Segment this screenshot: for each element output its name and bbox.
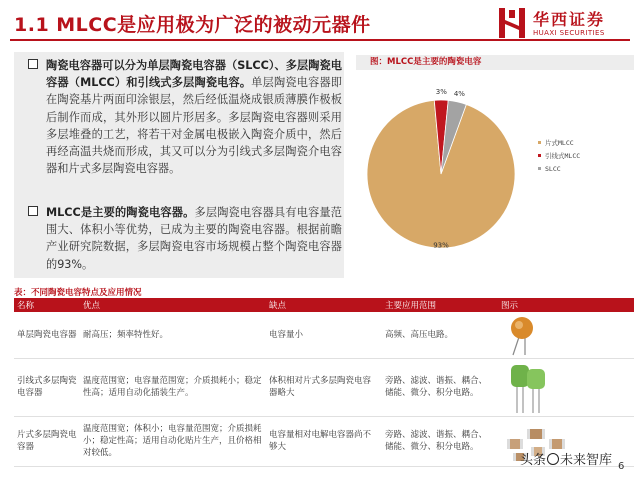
page-number: 6 xyxy=(618,461,625,472)
paragraph-mlcc-main xyxy=(28,204,342,273)
watermark-brand: 未来智库 xyxy=(560,453,613,468)
cell-illustration xyxy=(498,312,634,358)
huaxi-logo-mark-icon xyxy=(497,6,527,40)
paragraph-slcc-mlcc xyxy=(28,57,342,177)
square-bullet-icon xyxy=(28,206,38,216)
capacitor-comparison-table xyxy=(14,298,634,467)
table-row xyxy=(14,312,634,358)
legend-swatch xyxy=(538,141,541,144)
header-name: 名称 xyxy=(14,298,80,312)
table-header-row xyxy=(14,298,634,312)
pie-value-label: 3% xyxy=(435,88,447,97)
cell-pros: 温度范围宽；电容量范围宽；介质损耗小；稳定性高；适用自动化插装生产。 xyxy=(80,358,266,416)
watermark-logo-icon xyxy=(547,453,559,465)
table-row xyxy=(14,358,634,416)
legend-label: 引线式MLCC xyxy=(545,152,581,160)
figure-caption: 图：MLCC是主要的陶瓷电容 xyxy=(356,55,634,70)
summary-textbox xyxy=(14,52,344,278)
logo-chinese-name: 华西证券 xyxy=(533,10,606,29)
cell-cons: 体积相对片式多层陶瓷电容器略大 xyxy=(266,358,382,416)
cell-applications: 旁路、滤波、谐振、耦合、储能、微分、积分电路。 xyxy=(382,416,498,466)
header-illustration: 图示 xyxy=(498,298,634,312)
header-pros: 优点 xyxy=(80,298,266,312)
table-caption: 表：不同陶瓷电容特点及应用情况 xyxy=(14,288,142,298)
legend-swatch xyxy=(538,154,541,157)
disc-capacitor-icon xyxy=(501,313,621,357)
cell-applications: 高频、高压电路。 xyxy=(382,312,498,358)
paragraph-lead: MLCC是主要的陶瓷电容器。 xyxy=(46,206,195,219)
legend-label: 片式MLCC xyxy=(545,139,574,147)
page-title: 1.1 MLCC是应用极为广泛的被动元器件 xyxy=(14,14,371,36)
cell-name: 单层陶瓷电容器 xyxy=(14,312,80,358)
cell-pros: 耐高压；频率特性好。 xyxy=(80,312,266,358)
cell-pros: 温度范围宽；体积小；电容量范围宽；介质损耗小；稳定性高；适用自动化贴片生产，且价格相对较低。 xyxy=(80,416,266,466)
header-cons: 缺点 xyxy=(266,298,382,312)
cell-name: 引线式多层陶瓷电容器 xyxy=(14,358,80,416)
logo-english-name: HUAXI SECURITIES xyxy=(533,29,605,37)
square-bullet-icon xyxy=(28,59,38,69)
paragraph-body: 单层陶瓷电容器即在陶瓷基片两面印涂银层，然后经低温烧成银质薄膜作极板后制作而成，其外形以圆片形居多。多层陶瓷电容器则采用多层堆叠的工艺，将若干对金属电极嵌入陶瓷介质中，然后再经高温共烧而形成，其又可以分为引线式多层陶瓷介电容器和片式多层陶瓷电容器。 xyxy=(46,76,342,176)
pie-value-label: 4% xyxy=(453,90,465,99)
cell-applications: 旁路、滤波、谐振、耦合、储能、微分、积分电路。 xyxy=(382,358,498,416)
legend-label: SLCC xyxy=(545,165,561,173)
cell-cons: 电容量相对电解电容器尚不够大 xyxy=(266,416,382,466)
paragraph-text xyxy=(46,57,342,177)
leaded-capacitor-icon xyxy=(501,359,621,415)
paragraph-lead: 陶瓷电容器可以分为单层陶瓷电容器（SLCC）、多层陶瓷电容器（MLCC）和引线式多层陶瓷电容。 xyxy=(46,59,342,90)
cell-name: 片式多层陶瓷电容器 xyxy=(14,416,80,466)
watermark xyxy=(520,449,612,468)
paragraph-body: 多层陶瓷电容器具有电容量范围大、体积小等优势，已成为主要的陶瓷电容器。根据前瞻产业研究院数据，多层陶瓷电容市场规模占整个陶瓷电容器的93%。 xyxy=(46,206,342,271)
cell-cons: 电容量小 xyxy=(266,312,382,358)
paragraph-text xyxy=(46,204,342,273)
legend-swatch xyxy=(538,167,541,170)
header-applications: 主要应用范围 xyxy=(382,298,498,312)
watermark-source: 头条 xyxy=(520,453,547,468)
pie-chart xyxy=(356,72,634,280)
pie-value-label: 93% xyxy=(433,241,449,250)
huaxi-logo xyxy=(497,6,637,40)
cell-illustration xyxy=(498,358,634,416)
